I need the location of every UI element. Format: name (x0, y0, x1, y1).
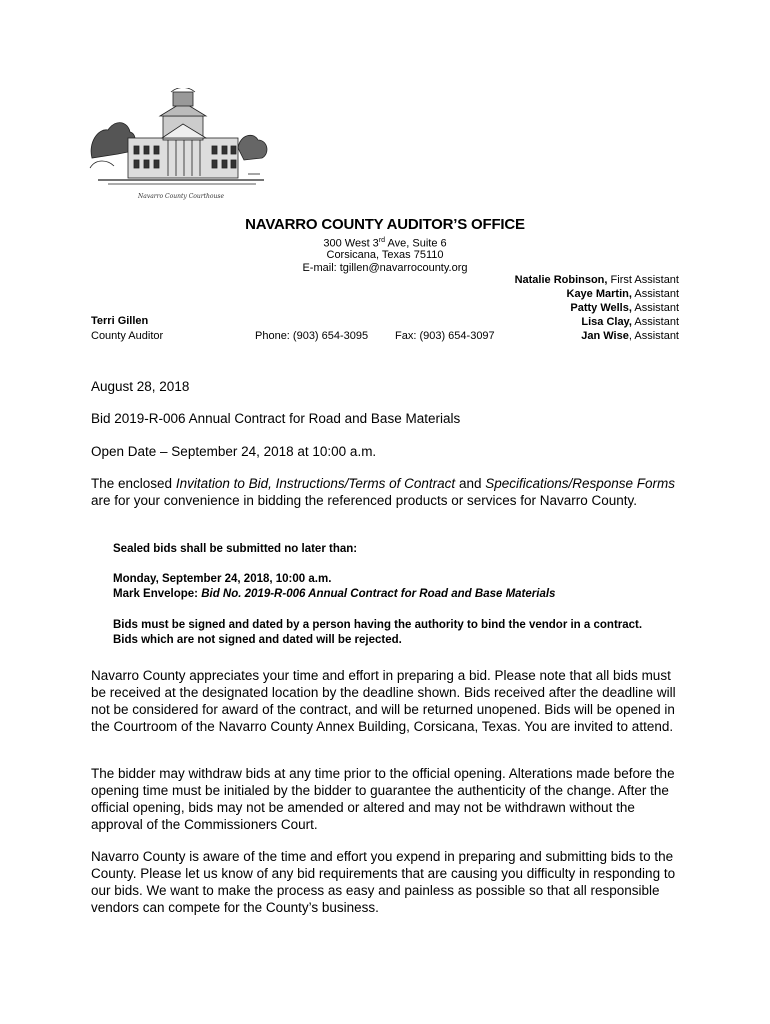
office-street-address: 300 West 3rd Ave, Suite 6 (323, 237, 447, 250)
auditor-name: Terri Gillen (91, 315, 149, 327)
bid-withdrawal-paragraph: The bidder may withdraw bids at any time prior to the official opening. Alterations made before the opening time must be initialed by the bidder to guarantee the authenticity of the change. After the official opening, bids may not be amended or altered and may not be withdrawn without the approval of the Commissioners Court. (91, 766, 675, 832)
staff-member: Kaye Martin, Assistant (566, 288, 679, 300)
auditor-title: County Auditor (91, 330, 164, 342)
svg-text:Navarro County Courthouse: Navarro County Courthouse (138, 193, 225, 200)
envelope-marking: Mark Envelope: Bid No. 2019-R-006 Annual Contract for Road and Base Materials (113, 588, 556, 600)
signature-requirement: Bids must be signed and dated by a person having the authority to bind the vendor in a contract. Bids which are not signed and dated will be rejected. (113, 619, 643, 646)
office-fax: Fax: (903) 654-3097 (395, 330, 495, 342)
letter-subject: Bid 2019-R-006 Annual Contract for Road and Base Materials (91, 411, 461, 426)
staff-member: Patty Wells, Assistant (570, 302, 679, 314)
open-date: Open Date – September 24, 2018 at 10:00 a.m. (91, 444, 377, 459)
staff-member: Jan Wise, Assistant (581, 330, 679, 342)
office-city-address: Corsicana, Texas 75110 (326, 249, 444, 261)
courthouse-logo (88, 88, 274, 206)
office-title: NAVARRO COUNTY AUDITOR’S OFFICE (245, 216, 525, 233)
intro-paragraph: The enclosed Invitation to Bid, Instructions/Terms of Contract and Specifications/Response Forms are for your convenience in bidding the referenced products or services for Navarro County. (91, 476, 676, 508)
staff-member: Natalie Robinson, First Assistant (514, 274, 679, 286)
submission-deadline-label: Sealed bids shall be submitted no later than: (113, 543, 358, 555)
office-email: E-mail: tgillen@navarrocounty.org (302, 262, 468, 274)
office-phone: Phone: (903) 654-3095 (255, 330, 369, 342)
feedback-paragraph: Navarro County is aware of the time and effort you expend in preparing and submitting bids to the County. Please let us know of any bid requirements that are causing you difficulty in responding to our bids. We want to make the process as easy and painless as possible so that all responsible vendors can compete for the County’s business. (91, 849, 676, 915)
submission-deadline: Monday, September 24, 2018, 10:00 a.m. (113, 573, 332, 585)
bid-receipt-paragraph: Navarro County appreciates your time and effort in preparing a bid. Please note that all bids must be received at the designated location by the deadline shown. Bids received after the deadline will not be considered for award of the contract, and will be returned unopened. Bids will be opened in the Courtroom of the Navarro County Annex Building, Corsicana, Texas. You are invited to attend. (91, 668, 676, 734)
letter-date: August 28, 2018 (91, 379, 190, 394)
staff-member: Lisa Clay, Assistant (581, 316, 679, 328)
